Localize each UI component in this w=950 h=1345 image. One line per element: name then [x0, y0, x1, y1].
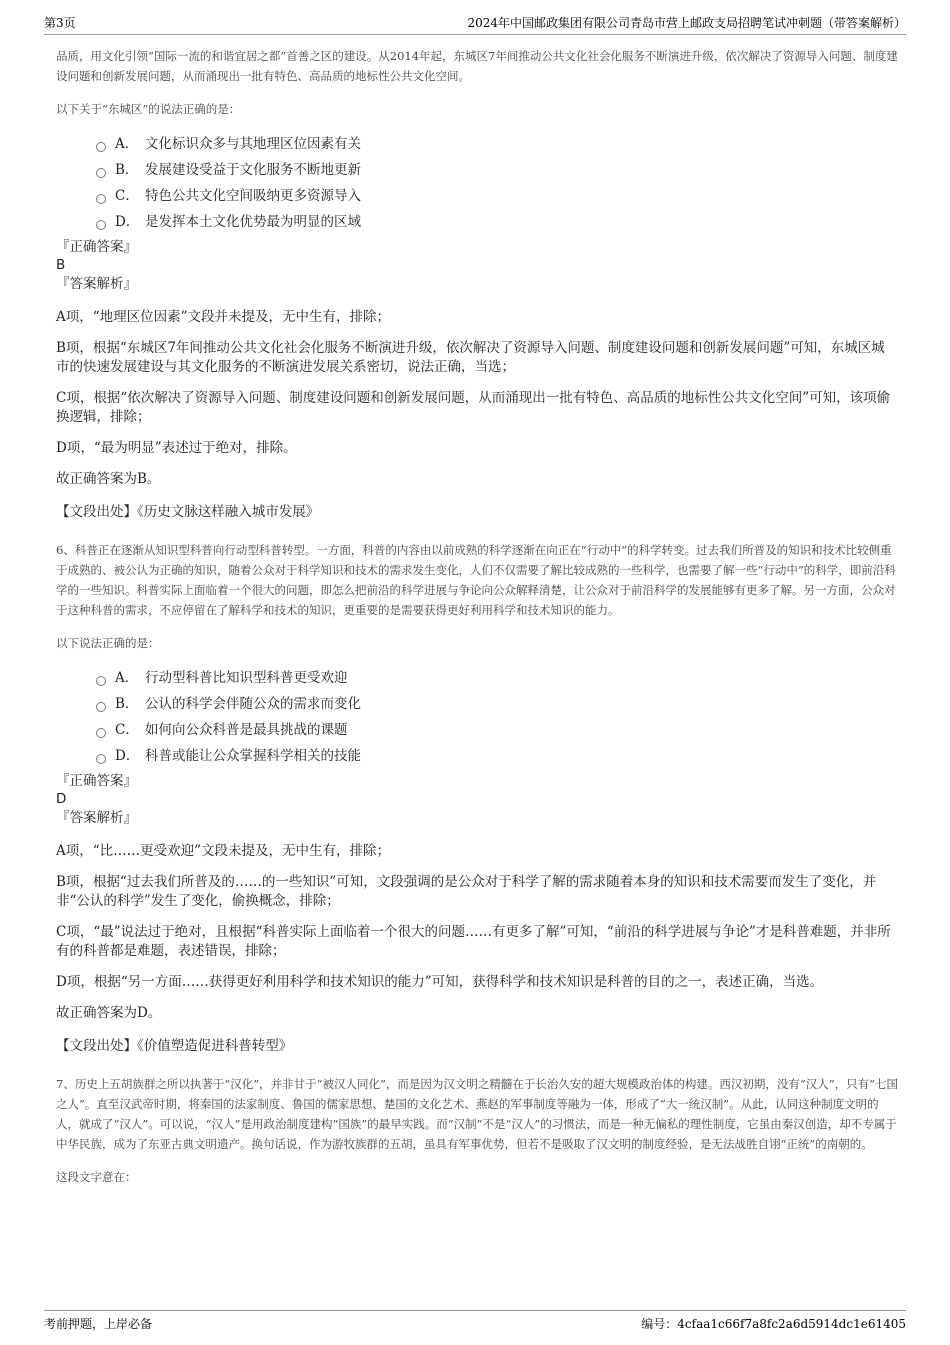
option-letter: A． — [115, 136, 139, 152]
option-text: 行动型科普比知识型科普更受欢迎 — [145, 670, 348, 686]
question-passage: 7、历史上五胡族群之所以执著于“汉化”，并非甘于“被汉人同化”，而是因为汉文明之精髓在于长治久安的超大规模政治体的构建。西汉初期，没有“汉人”，只有“七国之人”。直至汉武帝时期，将秦国的法家制度、鲁国的儒家思想、楚国的文化艺术、燕赵的军事制度等融为一体，形成了“大一统汉制”。从此，认同这种制度文明的人，就成了“汉人”。可以说，“汉人”是用政治制度建构“国族”的最早实践。而“汉制”不是“汉人”的习惯法，而是一种无偏私的理性制度，它虽由秦汉创造，却不专属于中华民族，成为了东亚古典文明遗产。换句话说，作为游牧族群的五胡，虽具有军事优势，但若不是吸取了汉文明的制度经验，是无法战胜自诩“正统”的南朝的。 — [56, 1077, 898, 1151]
page-header — [44, 12, 906, 35]
option-a[interactable] — [96, 131, 898, 157]
option-letter: B． — [115, 696, 139, 712]
analysis-paragraph: B项，根据“过去我们所普及的……的一些知识”可知，文段强调的是公众对于科学了解的需求随着本身的知识和技术需要而发生了变化，并非“公认的科学”发生了变化，偷换概念，排除； — [56, 874, 877, 909]
document-title: 2024年中国邮政集团有限公司青岛市营上邮政支局招聘笔试冲刺题（带答案解析） — [467, 16, 906, 30]
option-letter: B． — [115, 162, 139, 178]
option-a[interactable] — [96, 665, 898, 691]
analysis-paragraph: C项，根据“依次解决了资源导入问题、制度建设问题和创新发展问题，从而涌现出一批有特色、高品质的地标性公共文化空间”可知，该项偷换逻辑，排除； — [56, 390, 891, 425]
question-prompt: 这段文字意在： — [56, 1170, 137, 1184]
analysis-paragraph: A项，“比……更受欢迎”文段未提及，无中生有，排除； — [56, 843, 391, 859]
option-text: 文化标识众多与其地理区位因素有关 — [145, 136, 361, 152]
analysis-paragraph: B项，根据“东城区7年间推动公共文化社会化服务不断演进升级，依次解决了资源导入问题、制度建设问题和创新发展问题”可知，东城区城市的快速发展建设与其文化服务的不断演进发展关系密切，说法正确，当选； — [56, 340, 885, 375]
option-list — [96, 665, 898, 769]
radio-button[interactable] — [96, 220, 106, 230]
analysis-section — [56, 308, 898, 489]
option-text: 公认的科学会伴随公众的需求而变化 — [145, 696, 361, 712]
correct-answer: D — [56, 791, 67, 807]
page-number: 第3页 — [44, 16, 76, 30]
option-d[interactable] — [96, 743, 898, 769]
analysis-label: 『答案解析』 — [56, 810, 137, 826]
option-letter: A． — [115, 670, 139, 686]
question-prompt: 以下说法正确的是： — [56, 636, 160, 650]
page-content — [56, 46, 898, 1199]
passage-source: 【文段出处】《价值塑造促进科普转型》 — [56, 1038, 293, 1054]
question-block — [56, 540, 898, 1056]
radio-button[interactable] — [96, 754, 106, 764]
option-letter: D． — [115, 748, 140, 764]
option-text: 如何向公众科普是最具挑战的课题 — [145, 722, 348, 738]
option-letter: C． — [115, 188, 139, 204]
option-c[interactable] — [96, 717, 898, 743]
analysis-paragraph: D项，“最为明显”表述过于绝对，排除。 — [56, 440, 297, 456]
question-passage: 6、科普正在逐渐从知识型科普向行动型科普转型。一方面，科普的内容由以前成熟的科学逐渐在向正在“行动中”的科学转变。过去我们所普及的知识和技术比较侧重于成熟的、被公认为正确的知识，随着公众对于科学知识和技术的需求发生变化，人们不仅需要了解比较成熟的一些科学，也需要了解一些“行动中”的科学，即前沿科学的一些知识。科普实际上面临着一个很大的问题，即怎么把前沿的科学进展与争论向公众解释清楚，让公众对于前沿科学的发展能够有更多了解。另一方面，公众对于这种科普的需求，不应停留在了解科学和技术的知识，更重要的是需要获得更好利用科学和技术知识的能力。 — [56, 543, 896, 617]
analysis-section — [56, 842, 898, 1023]
document-id: 编号：4cfaa1c66f7a8fc2a6d5914dc1e61405 — [641, 1317, 906, 1331]
analysis-paragraph: C项，“最”说法过于绝对，且根据“科普实际上面临着一个很大的问题……有更多了解”可知，“前沿的科学进展与争论”才是科普难题，并非所有的科普都是难题，表述错误，排除； — [56, 924, 891, 959]
passage-source: 【文段出处】《历史文脉这样融入城市发展》 — [56, 504, 320, 520]
radio-button[interactable] — [96, 676, 106, 686]
option-d[interactable] — [96, 209, 898, 235]
option-b[interactable] — [96, 691, 898, 717]
option-letter: C． — [115, 722, 139, 738]
radio-button[interactable] — [96, 168, 106, 178]
analysis-conclusion: 故正确答案为D。 — [56, 1005, 162, 1021]
question-passage: 品质，用文化引领“国际一流的和谐宜居之都”首善之区的建设。从2014年起，东城区7年间推动公共文化社会化服务不断演进升级，依次解决了资源导入问题、制度建设问题和创新发展问题，从而涌现出一批有特色、高品质的地标性公共文化空间。 — [56, 49, 898, 83]
radio-button[interactable] — [96, 194, 106, 204]
question-block — [56, 46, 898, 522]
radio-button[interactable] — [96, 728, 106, 738]
answer-label: 『正确答案』 — [56, 773, 137, 789]
analysis-label: 『答案解析』 — [56, 276, 137, 292]
question-block — [56, 1074, 898, 1187]
option-text: 科普或能让公众掌握科学相关的技能 — [145, 748, 361, 764]
option-list — [96, 131, 898, 235]
page-footer — [44, 1310, 906, 1337]
option-text: 是发挥本土文化优势最为明显的区域 — [145, 214, 361, 230]
option-letter: D． — [115, 214, 140, 230]
option-text: 特色公共文化空间吸纳更多资源导入 — [145, 188, 361, 204]
footer-slogan: 考前押题，上岸必备 — [44, 1317, 153, 1331]
answer-label: 『正确答案』 — [56, 239, 137, 255]
analysis-conclusion: 故正确答案为B。 — [56, 471, 161, 487]
radio-button[interactable] — [96, 702, 106, 712]
radio-button[interactable] — [96, 142, 106, 152]
correct-answer: B — [56, 257, 66, 273]
option-b[interactable] — [96, 157, 898, 183]
question-prompt: 以下关于“东城区”的说法正确的是： — [56, 102, 241, 116]
analysis-paragraph: D项，根据“另一方面……获得更好利用科学和技术知识的能力”可知，获得科学和技术知识是科普的目的之一，表述正确，当选。 — [56, 974, 824, 990]
option-c[interactable] — [96, 183, 898, 209]
analysis-paragraph: A项，“地理区位因素”文段并未提及，无中生有，排除； — [56, 309, 391, 325]
option-text: 发展建设受益于文化服务不断地更新 — [145, 162, 361, 178]
